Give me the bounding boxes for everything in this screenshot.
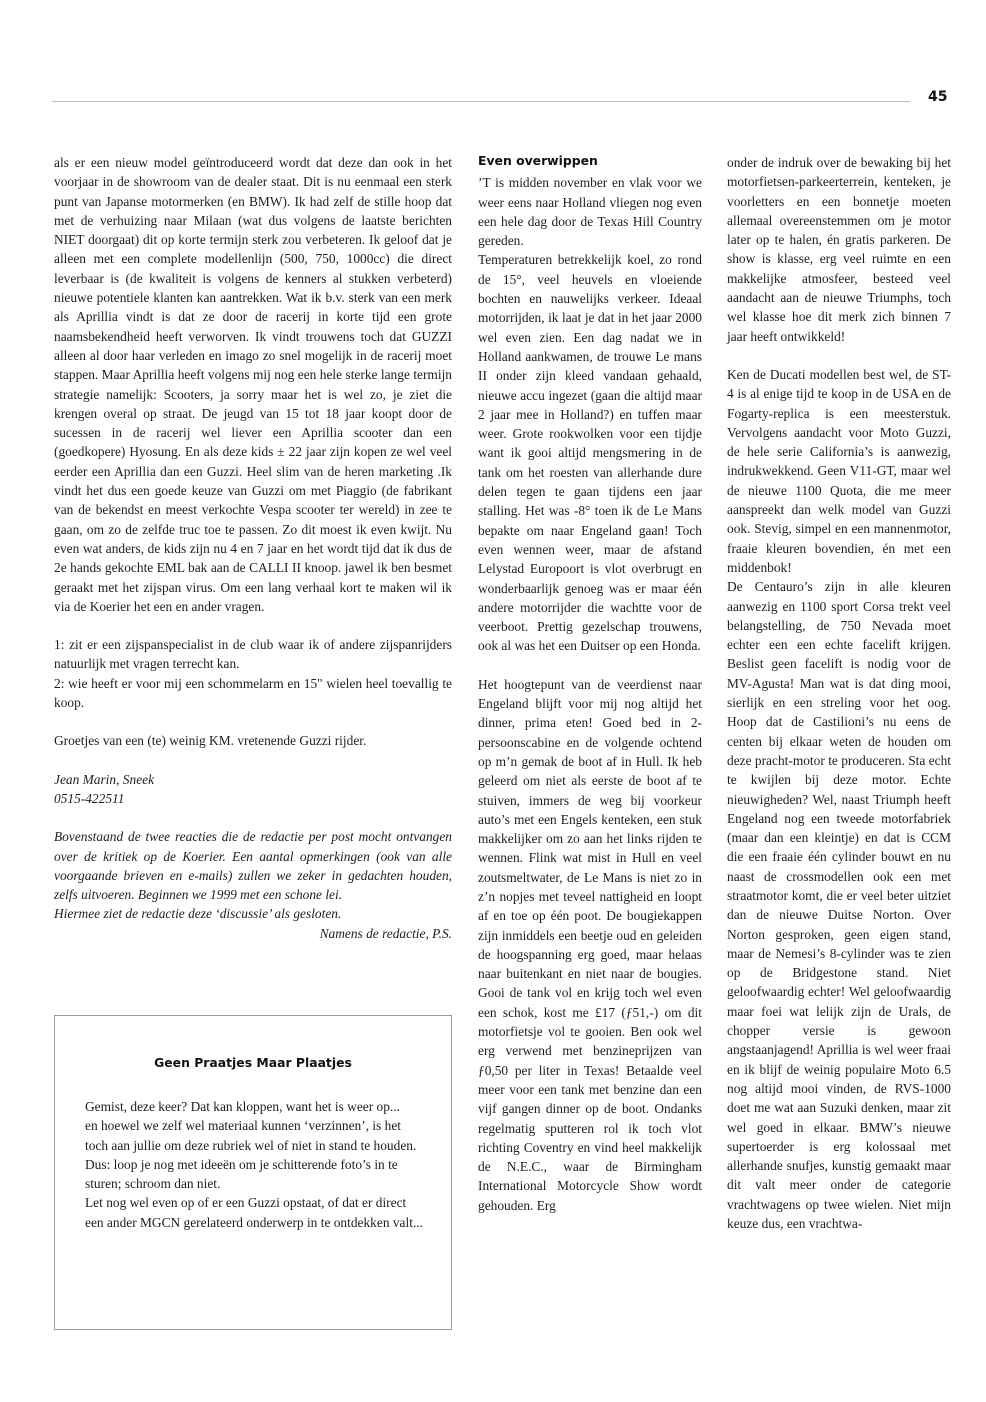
page-number: 45 (928, 89, 948, 105)
article-column-3 (727, 153, 951, 1233)
notice-line: Let nog wel even op of er een Guzzi opstaat, of dat er direct een ander MGCN gerelateerd onderwerp in te ontdekken valt... (85, 1195, 423, 1230)
question-2: 2: wie heeft er voor mij een schommelarm en 15" wielen heel toevallig te koop. (54, 675, 452, 711)
article-paragraph: Ken de Ducati modellen best wel, de ST-4 is al enige tijd te koop in de USA en de Fogarty-replica is een meesterstuk. Vervolgens aandacht voor Moto Guzzi, de hele serie California’s is aanwezig, indrukwekkend. Geen V11-GT, maar wel de nieuwe 1100 Quota, die me meer aanspreekt dan welk model van Guzzi ook. Stevig, simpel en een mannenmotor, fraaie kleuren bovendien, én met een middenbok! (727, 366, 951, 575)
letter-phone: 0515-422511 (54, 790, 125, 806)
letter-body-paragraph: als er een nieuw model geïntroduceerd wordt dat deze dan ook in het voorjaar in de showroom van de dealer staat. Dit is nu eenmaal een sterk punt van Japanse motormerken (en BMW). Ik had zelf de stille hoop dat met de verhuizing naar Milaan (wat dus volgens de laatste berichten NIET doorgaat) dit op korte termijn sterk zou verbeteren. Ik geloof dat je alleen met een complete modellenlijn (500, 750, 1000cc) die direct leverbaar is (de kwaliteit is volgens de kenners al stukken verbeterd) nieuwe potentiele klanten kan aantrekken. Wat ik b.v. sterk van een merk als Aprillia vindt is dat ze door de racerij in korte tijd een grote naamsbekendheid heeft verworven. Ik vindt trouwens toch dat GUZZI alleen al door haar verleden en imago zo snel mogelijk in de racerij moet stappen. Maar Aprillia heeft volgens mij nog een hele sterke lange termijn strategie namelijk: Scooters, ja sorry maar het is wel zo, je ziet die krengen overal op straat. De jeugd van 15 tot 18 jaar koopt door de sucessen in de racerij wel liever een Aprillia scooter dan een (goedkopere) Hyosung. En als deze kids ± 22 jaar zijn kopen ze wel veel eerder een Aprillia dan een Guzzi. Heel slim van de heren marketing .Ik vindt het dus een goede keuze van Guzzi om met Piaggio (de fabrikant van de bekendst en meest verkochte Vespa scooter ter wereld) in zee te gaan, om zo de zelfde truc toe te passen. Zo dit moest ik even kwijt. Nu even wat anders, de kids zijn nu 4 en 7 jaar en het wordt tijd dat ik dus de 2e hands gekochte EML bak aan de CALLI II knoop. jawel ik ben besmet geraakt met het zijspan virus. Om een lang verhaal kort te maken wil ik via de Koerier het een en ander vragen. (54, 155, 452, 614)
notice-line: en hoewel we zelf wel materiaal kunnen ‘verzinnen’, is het toch aan jullie om deze rubriek wel of niet in stand te houden. (85, 1118, 417, 1153)
notice-line: Gemist, deze keer? Dat kan kloppen, want het is weer op... (85, 1099, 400, 1114)
article-column-1 (54, 153, 452, 943)
editorial-note: Bovenstaand de twee reacties die de redactie per post mocht ontvangen over de kritiek op de Koerier. Een aantal opmerkingen (ook van alle voorgaande brieven en e-mails) zullen we zeker in gedachten houden, zelfs uitvoeren. Beginnen we 1999 met een schone lei. (54, 829, 452, 903)
article-paragraph: onder de indruk over de bewaking bij het motorfietsen-parkeerterrein, kenteken, je voorletters en een bonnetje moeten allemaal overeenstemmen om je motor later op te halen, én gratis parkeren. De show is klasse, erg veel ruimte en een makkelijke atmosfeer, besteed veel aandacht aan de nieuwe Triumphs, toch wel klasse hoe dit merk zich binnen 7 jaar heeft ontwikkeld! (727, 155, 951, 344)
letter-author: Jean Marin, Sneek (54, 771, 155, 787)
editorial-signature: Namens de redactie, P.S. (319, 925, 452, 941)
notice-box (54, 1015, 452, 1330)
article-paragraph: Temperaturen betrekkelijk koel, zo rond de 15°, veel heuvels en vloeiende bochten en nauwelijks verkeer. Ideaal motorrijden, ik laat je dat in het jaar 2000 wel even zien. Een dag nadat we in Holland aankwamen, de trouwe Le mans II onder zijn kleed vandaan gehaald, nieuwe accu ingezet (gaan die altijd maar 2 jaar mee in Holland?) en tuffen maar weer. Grote rookwolken voor een tijdje want ik gooi altijd mengsmering in de tank om het roesten van allerhande dure delen tegen te gaan tijdens een jaar stalling. Het was -8° toen ik de Le Mans bepakte om naar Engeland gaan! Toch even wennen weer, maar de afstand Lelystad Europoort is vlot overbrugt en wonderbaarlijk genoeg was er maar één andere motorrijder die wachtte voor de veerboot. Prettig gezelschap trouwens, ook al was het een Duitser op een Honda. (478, 252, 702, 654)
question-1: 1: zit er een zijspanspecialist in de club waar ik of andere zijspanrijders natuurlijk met vragen terrecht kan. (54, 637, 452, 672)
article-column-2 (478, 151, 702, 1215)
notice-line: Dus: loop je nog met ideeën om je schitterende foto’s in te sturen; schroom dan niet. (85, 1156, 398, 1192)
header-rule (52, 101, 910, 102)
article-paragraph: De Centauro’s zijn in alle kleuren aanwezig en 1100 sport Corsa trekt veel belangstelling, de 750 Nevada moet echter een een echte facelift krijgen. Beslist geen facelift is nodig voor de MV-Agusta! Man wat is dat ding mooi, sierlijk en een streling voor het oog. Hoop dat de Castilioni’s nu eens de centen bij elkaar weten de houden om deze pracht-motor te produceren. Sta echt te kwijlen bij deze motor. Echte nieuwigheden? Wel, naast Triumph heeft Engeland nog een tweede motorfabriek (maar dan een kleintje) en dat is CCM die een fraaie één cylinder bouwt en nu naast de crossmodellen ook een met straatmotor komt, die er veel beter uitziet dan de nieuwe Duitse Norton. Over Norton gesproken, geen eigen stand, maar de Nemesi’s 8-cylinder was te zien op de Bridgestone stand. Niet geloofwaardig echter! Wel geloofwaardig maar foei wat lelijk zijn de Urals, de chopper versie is gewoon angstaanjagend! Aprillia is wel weer fraai en ik blijf de weinig populaire Moto 6.5 nog altijd mooi vinden, de RVS-1000 doet me wat aan Suzuki denken, maar zit wel goed in elkaar. BMW’s nieuwe supertoerder is erg kolossaal met allerhande snufjes, kunstig gemaakt maar dit valt meer onder de categorie vrachtwagens op twee wielen. Niet mijn keuze dus, een vrachtwa- (727, 579, 951, 1232)
section-heading: Even overwippen (478, 153, 598, 168)
notice-box-title: Geen Praatjes Maar Plaatjes (154, 1055, 352, 1070)
editorial-closing: Hiermee ziet de redactie deze ‘discussie’ als gesloten. (54, 906, 342, 922)
notice-box-body (85, 1097, 425, 1232)
article-paragraph: Het hoogtepunt van de veerdienst naar Engeland blijft voor mij nog altijd het dinner, prima eten! Goed bed in 2-persoonscabine en de volgende ochtend op m’n gemak de boot af in Hull. Ik heb geleerd om niet als eerste de boot af te stuiven, immers de weg bij voorkeur auto’s met een Engels kenteken, een stuk makkelijker om zo aan het links rijden te wennen. Flink wat mist in Hull en veel zoutsmeltwater, de Le Mans is niet zo in z’n nopjes met teveel nattigheid en loopt af en toe op één poot. De bougiekappen zijn inmiddels een beetje oud en geleiden de hoogspanning erg goed, maar helaas naar buitenkant en niet naar de bougies. Gooi de tank vol en krijg toch wel even een schok, kost me £17 (ƒ51,-) om dit motorfietsje vol te gooien. Ben ook wel erg verwend met benzineprijzen van ƒ0,50 per liter in Texas! Betaalde veel meer voor een tank met benzine dan een vijf gangen dinner op de boot. Ondanks regelmatig sputteren rol ik toch vlot richting Coventry en vind heel makkelijk de N.E.C., waar de Birmingham International Motorcycle Show wordt gehouden. Erg (478, 676, 702, 1213)
letter-greeting: Groetjes van een (te) weinig KM. vretenende Guzzi rijder. (54, 733, 367, 749)
article-paragraph: ’T is midden november en vlak voor we weer eens naar Holland vliegen nog even een hele dag door de Texas Hill Country gereden. (478, 175, 702, 249)
